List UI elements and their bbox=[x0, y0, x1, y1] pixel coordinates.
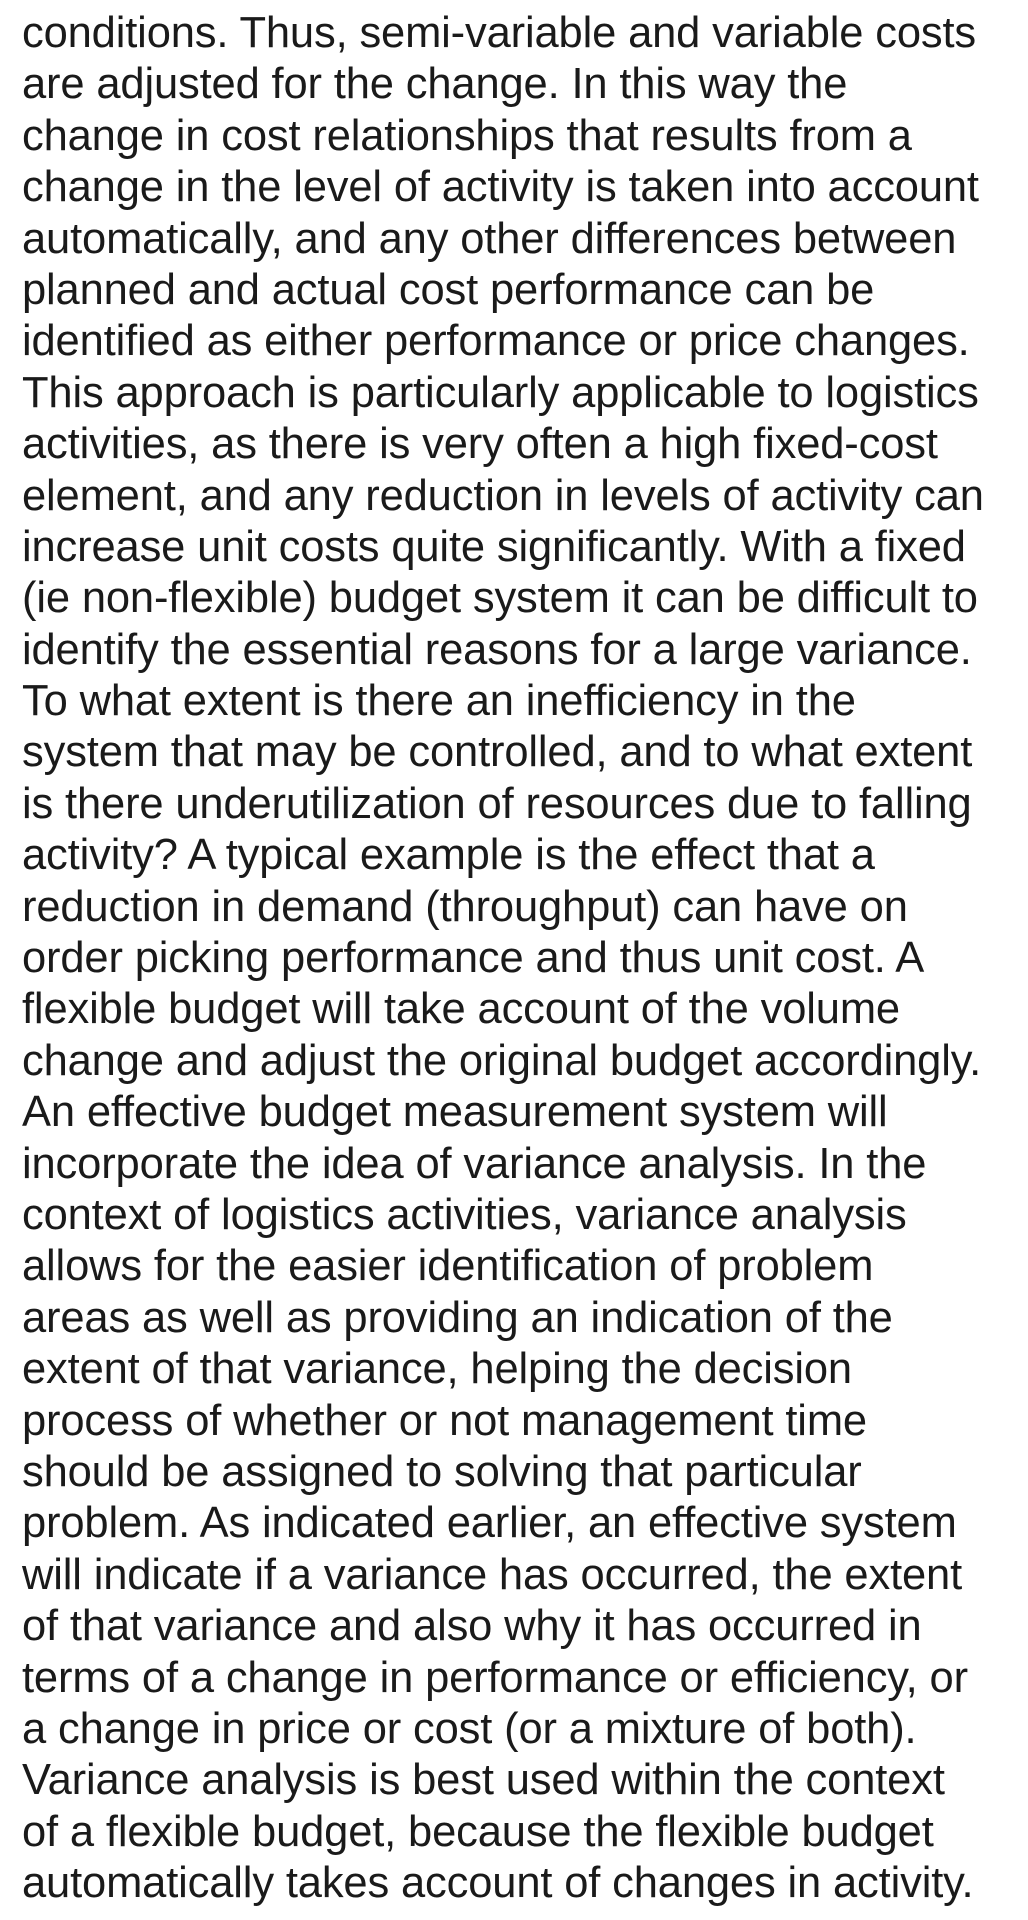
text-line: This approach is particularly applicable to logistics bbox=[22, 368, 979, 417]
text-line: context of logistics activities, variance analysis bbox=[22, 1190, 907, 1239]
text-line: increase unit costs quite significantly. With a fixed bbox=[22, 522, 966, 571]
text-line: a change in price or cost (or a mixture of both). bbox=[22, 1704, 917, 1753]
text-line: identify the essential reasons for a large variance. bbox=[22, 625, 972, 674]
text-line: planned and actual cost performance can be bbox=[22, 265, 875, 314]
text-line: incorporate the idea of variance analysis. In the bbox=[22, 1139, 927, 1188]
text-line: change in the level of activity is taken into account bbox=[22, 163, 979, 212]
text-line: order picking performance and thus unit cost. A bbox=[22, 934, 925, 983]
text-line: Variance analysis is best used within the context bbox=[22, 1756, 945, 1805]
text-line: terms of a change in performance or efficiency, or bbox=[22, 1653, 968, 1702]
text-line: conditions. Thus, semi-variable and variable costs bbox=[22, 9, 977, 57]
text-line: automatically, and any other differences between bbox=[22, 214, 957, 263]
text-line: will indicate if a variance has occurred, the extent bbox=[22, 1550, 963, 1599]
text-line: flexible budget will take account of the volume bbox=[22, 985, 900, 1034]
text-line: extent of that variance, helping the decision bbox=[22, 1345, 852, 1394]
text-line: activity? A typical example is the effect that a bbox=[22, 831, 875, 880]
text-line: identified as either performance or price changes. bbox=[22, 317, 970, 366]
text-line: reduction in demand (throughput) can have on bbox=[22, 882, 908, 931]
text-line: of a flexible budget, because the flexible budget bbox=[22, 1807, 934, 1856]
text-line: is there underutilization of resources due to falling bbox=[22, 779, 972, 828]
text-line: allows for the easier identification of problem bbox=[22, 1242, 874, 1291]
text-line: process of whether or not management time bbox=[22, 1396, 867, 1445]
text-line: element, and any reduction in levels of activity can bbox=[22, 471, 984, 520]
text-line: To what extent is there an inefficiency in the bbox=[22, 677, 856, 726]
text-line: change and adjust the original budget accordingly. bbox=[22, 1036, 982, 1085]
text-line: areas as well as providing an indication of the bbox=[22, 1293, 893, 1342]
text-line: activities, as there is very often a high fixed-cost bbox=[22, 420, 938, 469]
text-line: are adjusted for the change. In this way the bbox=[22, 60, 848, 109]
text-line: (ie non-flexible) budget system it can be difficult to bbox=[22, 574, 978, 623]
text-line: An effective budget measurement system will bbox=[22, 1088, 888, 1137]
text-line: system that may be controlled, and to what extent bbox=[22, 728, 973, 777]
text-line: change in cost relationships that results from a bbox=[22, 111, 912, 160]
text-line: automatically takes account of changes in activity. bbox=[22, 1859, 974, 1908]
text-line: of that variance and also why it has occurred in bbox=[22, 1602, 922, 1651]
text-line: problem. As indicated earlier, an effective system bbox=[22, 1499, 957, 1548]
text-line: should be assigned to solving that particular bbox=[22, 1447, 862, 1496]
document-page bbox=[22, 8, 1022, 1909]
